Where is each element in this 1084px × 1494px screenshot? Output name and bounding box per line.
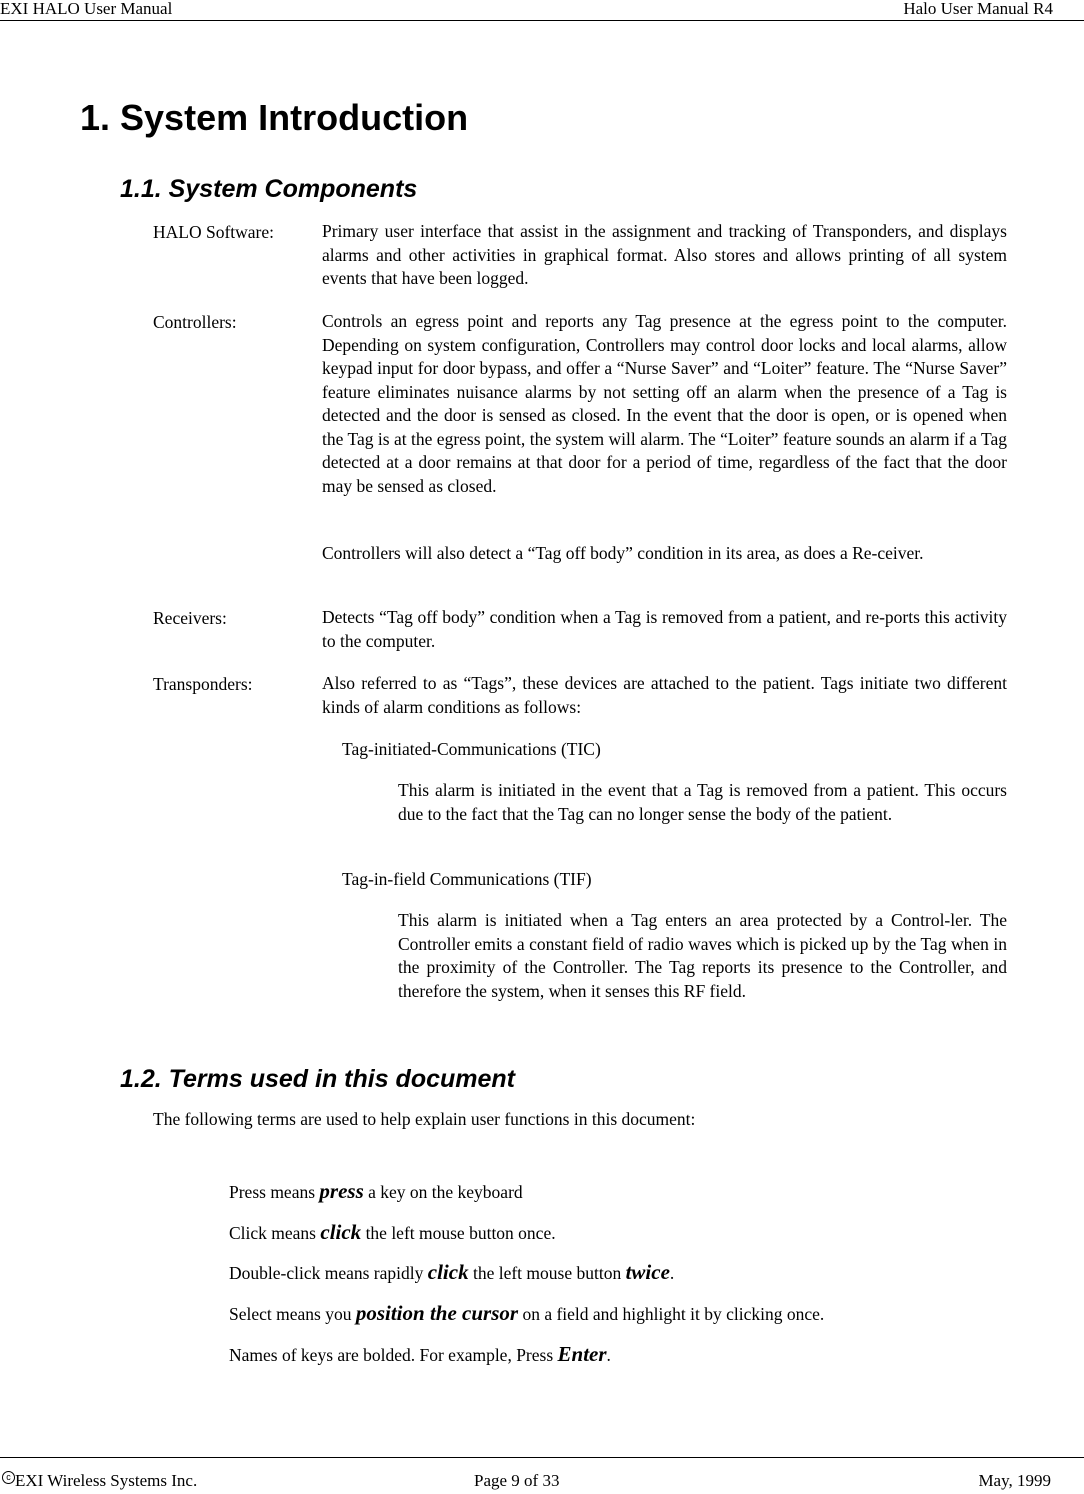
section-1-1-title: 1.1. System Components <box>120 175 418 203</box>
term-receivers: Receivers: <box>153 608 227 628</box>
desc-receivers: Detects “Tag off body” condition when a Tag is removed from a patient, and re-ports this activity to the computer. <box>322 607 1007 651</box>
desc-transponders: Also referred to as “Tags”, these devices are attached to the patient. Tags initiate two different kinds of alarm conditions as follows: <box>322 673 1007 717</box>
definition-select: Select means you position the cursor on a field and highlight it by clicking once. <box>229 1301 825 1325</box>
header-right: Halo User Manual R4 <box>903 0 1053 18</box>
copyright-icon: c <box>2 1471 15 1484</box>
footer-company <box>2 1471 197 1491</box>
term-controllers: Controllers: <box>153 312 237 332</box>
desc-controllers: Controls an egress point and reports any Tag presence at the egress point to the computer. Depending on system configuration, Controllers may control door locks and local alarms, allow keypad input for door bypass, and offer a “Nurse Saver” and “Loiter” feature. The “Nurse Saver” feature eliminates nuisance alarms by not setting off an alarm when the presence of a Tag is detected and the door is sensed as closed. In the event that the door is open, or is opened when the Tag is at the egress point, the system will alarm. The “Loiter” feature sounds an alarm if a Tag detected at a door remains at that door for a period of time, regardless of the fact that the door may be sensed as closed. <box>322 311 1007 496</box>
definition-click: Click means click the left mouse button once. <box>229 1220 556 1244</box>
keyword-twice: twice <box>625 1260 670 1284</box>
keyword-press: press <box>319 1179 364 1203</box>
header-left: EXI HALO User Manual <box>0 0 173 18</box>
alarm-tif-description: This alarm is initiated when a Tag enters an area protected by a Control-ler. The Controller emits a constant field of radio waves which is picked up by the Tag when in the proximity of the Controller. The Tag reports its presence to the Controller, and therefore the system, when it senses this RF field. <box>398 910 1007 1001</box>
alarm-tif-name: Tag-in-field Communications (TIF) <box>342 869 592 889</box>
term-transponders: Transponders: <box>153 674 253 694</box>
alarm-tic-name: Tag-initiated-Communications (TIC) <box>342 739 601 759</box>
chapter-title: 1. System Introduction <box>80 97 469 138</box>
terms-intro: The following terms are used to help explain user functions in this document: <box>153 1109 696 1129</box>
footer-rule <box>0 1457 1084 1458</box>
footer-date: May, 1999 <box>978 1471 1051 1490</box>
section-1-2-title: 1.2. Terms used in this document <box>120 1065 515 1093</box>
footer-company-name: EXI Wireless Systems Inc. <box>15 1471 198 1490</box>
keyword-click-2: click <box>427 1260 469 1284</box>
keyword-position-the-cursor: position the cursor <box>355 1301 519 1325</box>
definition-key-names: Names of keys are bolded. For example, Press Enter. <box>229 1342 611 1366</box>
keyword-enter: Enter <box>557 1342 607 1366</box>
desc-halo-software: Primary user interface that assist in the assignment and tracking of Transponders, and displays alarms and other activities in graphical format. Also stores and allows printing of all system events that have been logged. <box>322 221 1007 288</box>
header-rule <box>0 20 1084 21</box>
definition-press: Press means press a key on the keyboard <box>229 1179 523 1203</box>
footer-page-number: Page 9 of 33 <box>474 1471 560 1490</box>
keyword-click: click <box>320 1220 362 1244</box>
alarm-tic-description: This alarm is initiated in the event that a Tag is removed from a patient. This occurs due to the fact that the Tag can no longer sense the body of the patient. <box>398 780 1007 824</box>
desc-controllers-2: Controllers will also detect a “Tag off body” condition in its area, as does a Re-ceiver. <box>322 543 924 563</box>
definition-double-click: Double-click means rapidly click the left mouse button twice. <box>229 1260 675 1284</box>
term-halo-software: HALO Software: <box>153 222 275 242</box>
